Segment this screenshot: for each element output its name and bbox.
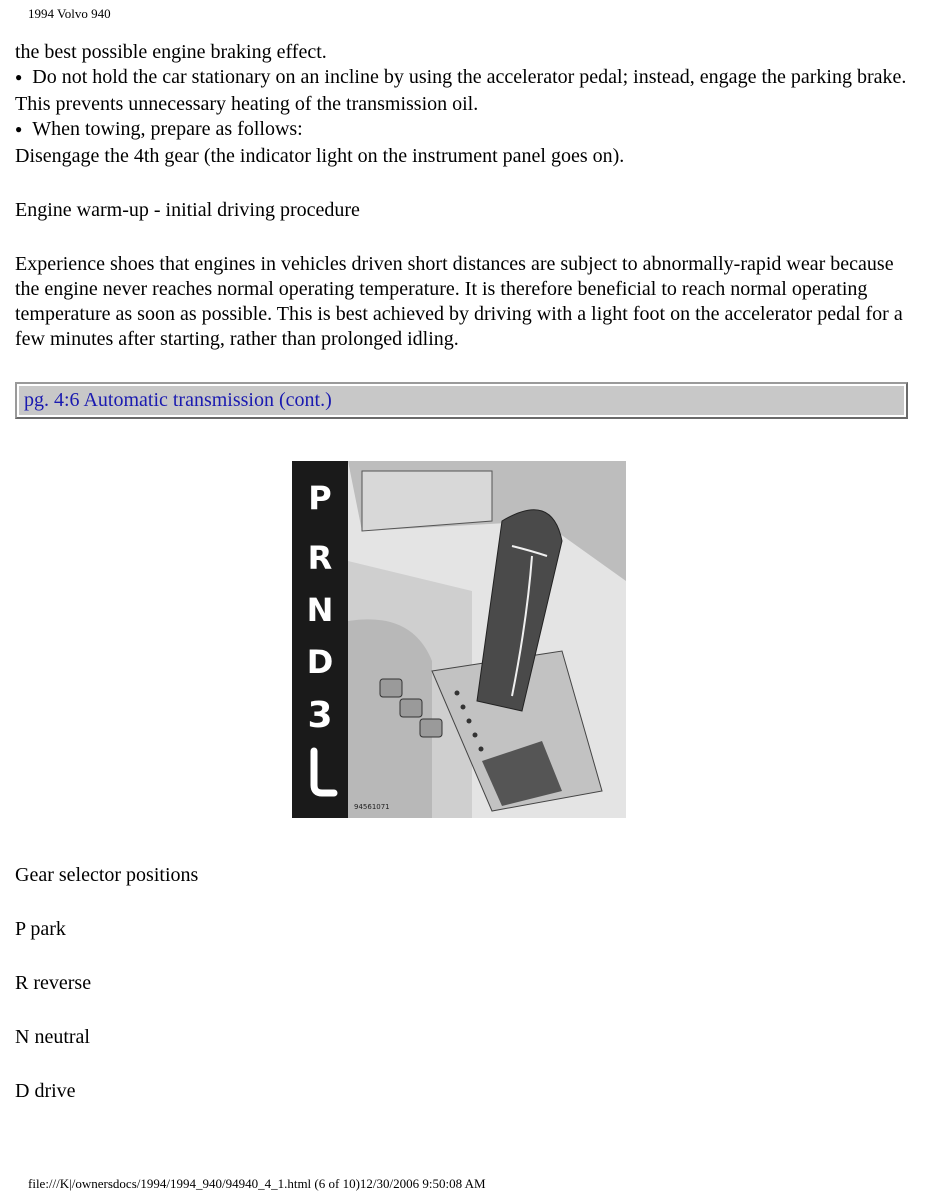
gear-list-item: R reverse [15, 972, 92, 994]
illustration-code: 94561071 [354, 803, 390, 811]
console-button-icon [380, 679, 402, 697]
bullet-item-incline: ● Do not hold the car stationary on an incline by using the accelerator pedal; instead, engage the parking brake. This prevents unnecessary heating of the transmission oil. [15, 65, 915, 117]
console-button-icon [420, 719, 442, 737]
gear-list-item: D drive [15, 1080, 76, 1102]
gear-list-heading: Gear selector positions [15, 864, 199, 886]
text-line: the best possible engine braking effect. [15, 41, 327, 63]
warmup-heading: Engine warm-up - initial driving procedure [15, 199, 360, 221]
gear-letter-d: D [306, 643, 334, 681]
gear-letter-3: 3 [307, 695, 333, 736]
gear-list-item: N neutral [15, 1026, 90, 1048]
console-button-icon [400, 699, 422, 717]
warmup-paragraph: Experience shoes that engines in vehicles driven short distances are subject to abnormally-rapid wear because the engine never reaches normal operating temperature. It is therefore beneficial to reach normal operating temperature as soon as possible. This is best achieved by driving with a light foot on the accelerator pedal for a few minutes after starting, rather than prolonged idling. [15, 253, 903, 350]
gear-list-item: P park [15, 918, 66, 940]
text-line-towing: Disengage the 4th gear (the indicator light on the instrument panel goes on). [15, 145, 625, 167]
gear-selector-illustration [292, 461, 626, 818]
bullet-item-towing: ● When towing, prepare as follows: [15, 117, 915, 144]
print-footer-path: file:///K|/ownersdocs/1994/1994_940/94940_4_1.html (6 of 10)12/30/2006 9:50:08 AM [28, 1176, 486, 1191]
gear-letter-r: R [307, 539, 333, 577]
gear-letter-n: N [306, 591, 334, 629]
section-heading-link[interactable]: pg. 4:6 Automatic transmission (cont.) [19, 386, 904, 415]
body-content [15, 40, 915, 352]
section-heading-box [15, 382, 908, 419]
gear-letter-p: P [308, 479, 332, 517]
print-header: 1994 Volvo 940 [28, 6, 111, 21]
